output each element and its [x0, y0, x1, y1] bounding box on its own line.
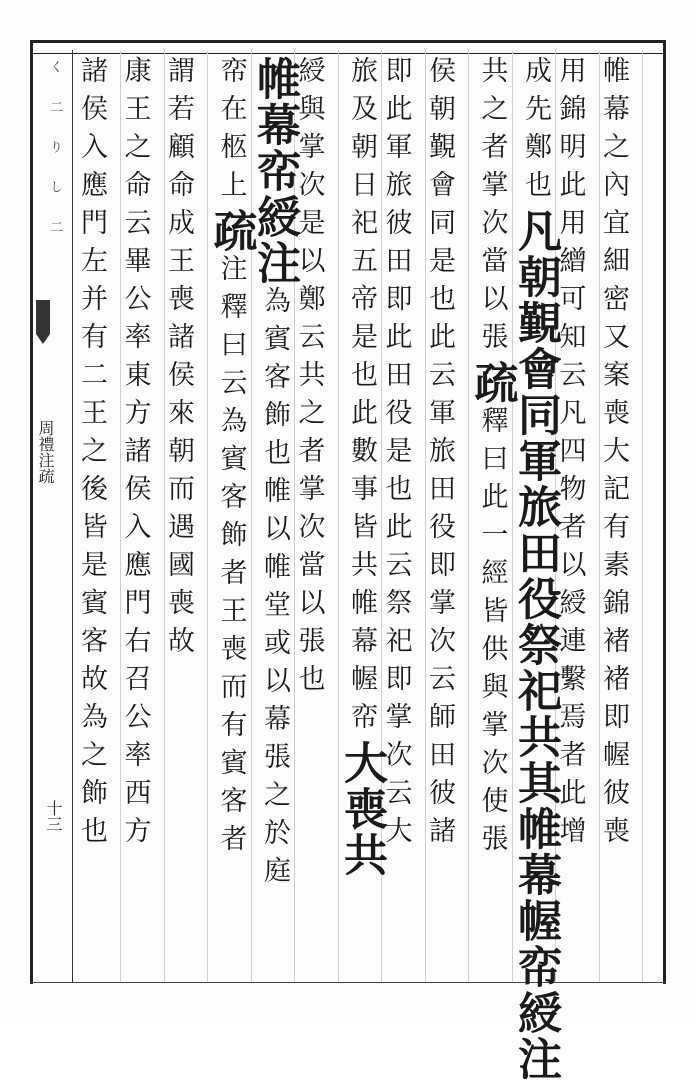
commentary-text: 為賓客飾也帷以帷堂或以幕張之於庭 — [259, 286, 290, 894]
text-column — [336, 56, 387, 976]
text-column — [600, 56, 627, 976]
commentary-text: 綬與掌次是以鄭云共之者掌次當以張也 — [293, 56, 325, 702]
column-rule — [599, 50, 600, 982]
text-column — [78, 56, 105, 976]
gutter-mark: り — [47, 140, 62, 153]
main-text: 疏 — [466, 360, 518, 406]
column-rule — [642, 50, 643, 982]
commentary-text: 康王之命云畢公率東方諸侯入應門右召公率西方 — [119, 56, 151, 854]
frame-left-border — [30, 40, 33, 984]
column-rule — [164, 50, 165, 982]
commentary-text: 謂若顧命成王喪諸侯來朝而遇國喪故 — [163, 56, 194, 664]
text-column — [426, 56, 453, 976]
main-text: 疏 — [205, 208, 257, 254]
fish-tail-mark-icon — [36, 300, 50, 334]
frame-top-border — [30, 40, 666, 54]
frame-bottom-border — [30, 982, 666, 983]
text-column — [466, 56, 518, 976]
commentary-text: 共之者掌次當以張 — [476, 56, 508, 360]
text-column — [249, 56, 300, 976]
gutter-divider — [72, 50, 73, 982]
gutter-mark: く — [47, 60, 62, 73]
column-rule — [207, 50, 208, 982]
commentary-text: 帷幕之內宜細密又案喪大記有素錦褚褚即幄彼喪 — [598, 56, 629, 854]
main-text: 大喪共 — [336, 740, 387, 878]
main-text: 帷幕帟綬注 — [249, 56, 300, 286]
gutter-mark: し — [47, 180, 62, 193]
column-rule — [120, 50, 121, 982]
page-number: 十三 — [44, 800, 63, 832]
column-rule — [338, 50, 339, 982]
column-rule — [468, 50, 469, 982]
commentary-text: 注釋曰云為賓客飾者王喪而有賓客者 — [215, 254, 247, 862]
commentary-text: 即此軍旅彼田即此田役是也此云祭祀即掌次云大 — [380, 56, 412, 854]
text-column — [510, 56, 561, 1082]
main-text: 凡朝覲會同軍旅田役祭祀共其帷幕幄帟綬注 — [510, 208, 561, 1082]
commentary-text: 釋曰此一經皆供與掌次使張 — [476, 406, 508, 862]
column-rule — [425, 50, 426, 982]
commentary-text: 成先鄭也 — [520, 56, 551, 208]
text-column — [119, 56, 151, 976]
commentary-text: 諸侯入應門左并有二王之後皆是賓客故為之飾也 — [76, 56, 107, 854]
commentary-text: 帟在柩上 — [215, 56, 247, 208]
gutter-mark: 二 — [47, 100, 62, 113]
commentary-text: 用錦明此用繒可知云凡四物者以綬連繫焉者此增 — [554, 56, 586, 854]
frame-right-border — [663, 40, 666, 984]
commentary-text: 旅及朝日祀五帝是也此數事皆共帷幕幄帟 — [346, 56, 377, 740]
text-column — [165, 56, 192, 976]
book-title: 周禮注疏 — [36, 420, 55, 484]
text-column — [205, 56, 257, 976]
commentary-text: 侯朝覲會同是也此云軍旅田役即掌次云師田彼諸 — [424, 56, 455, 854]
gutter-mark: 二 — [47, 220, 62, 233]
